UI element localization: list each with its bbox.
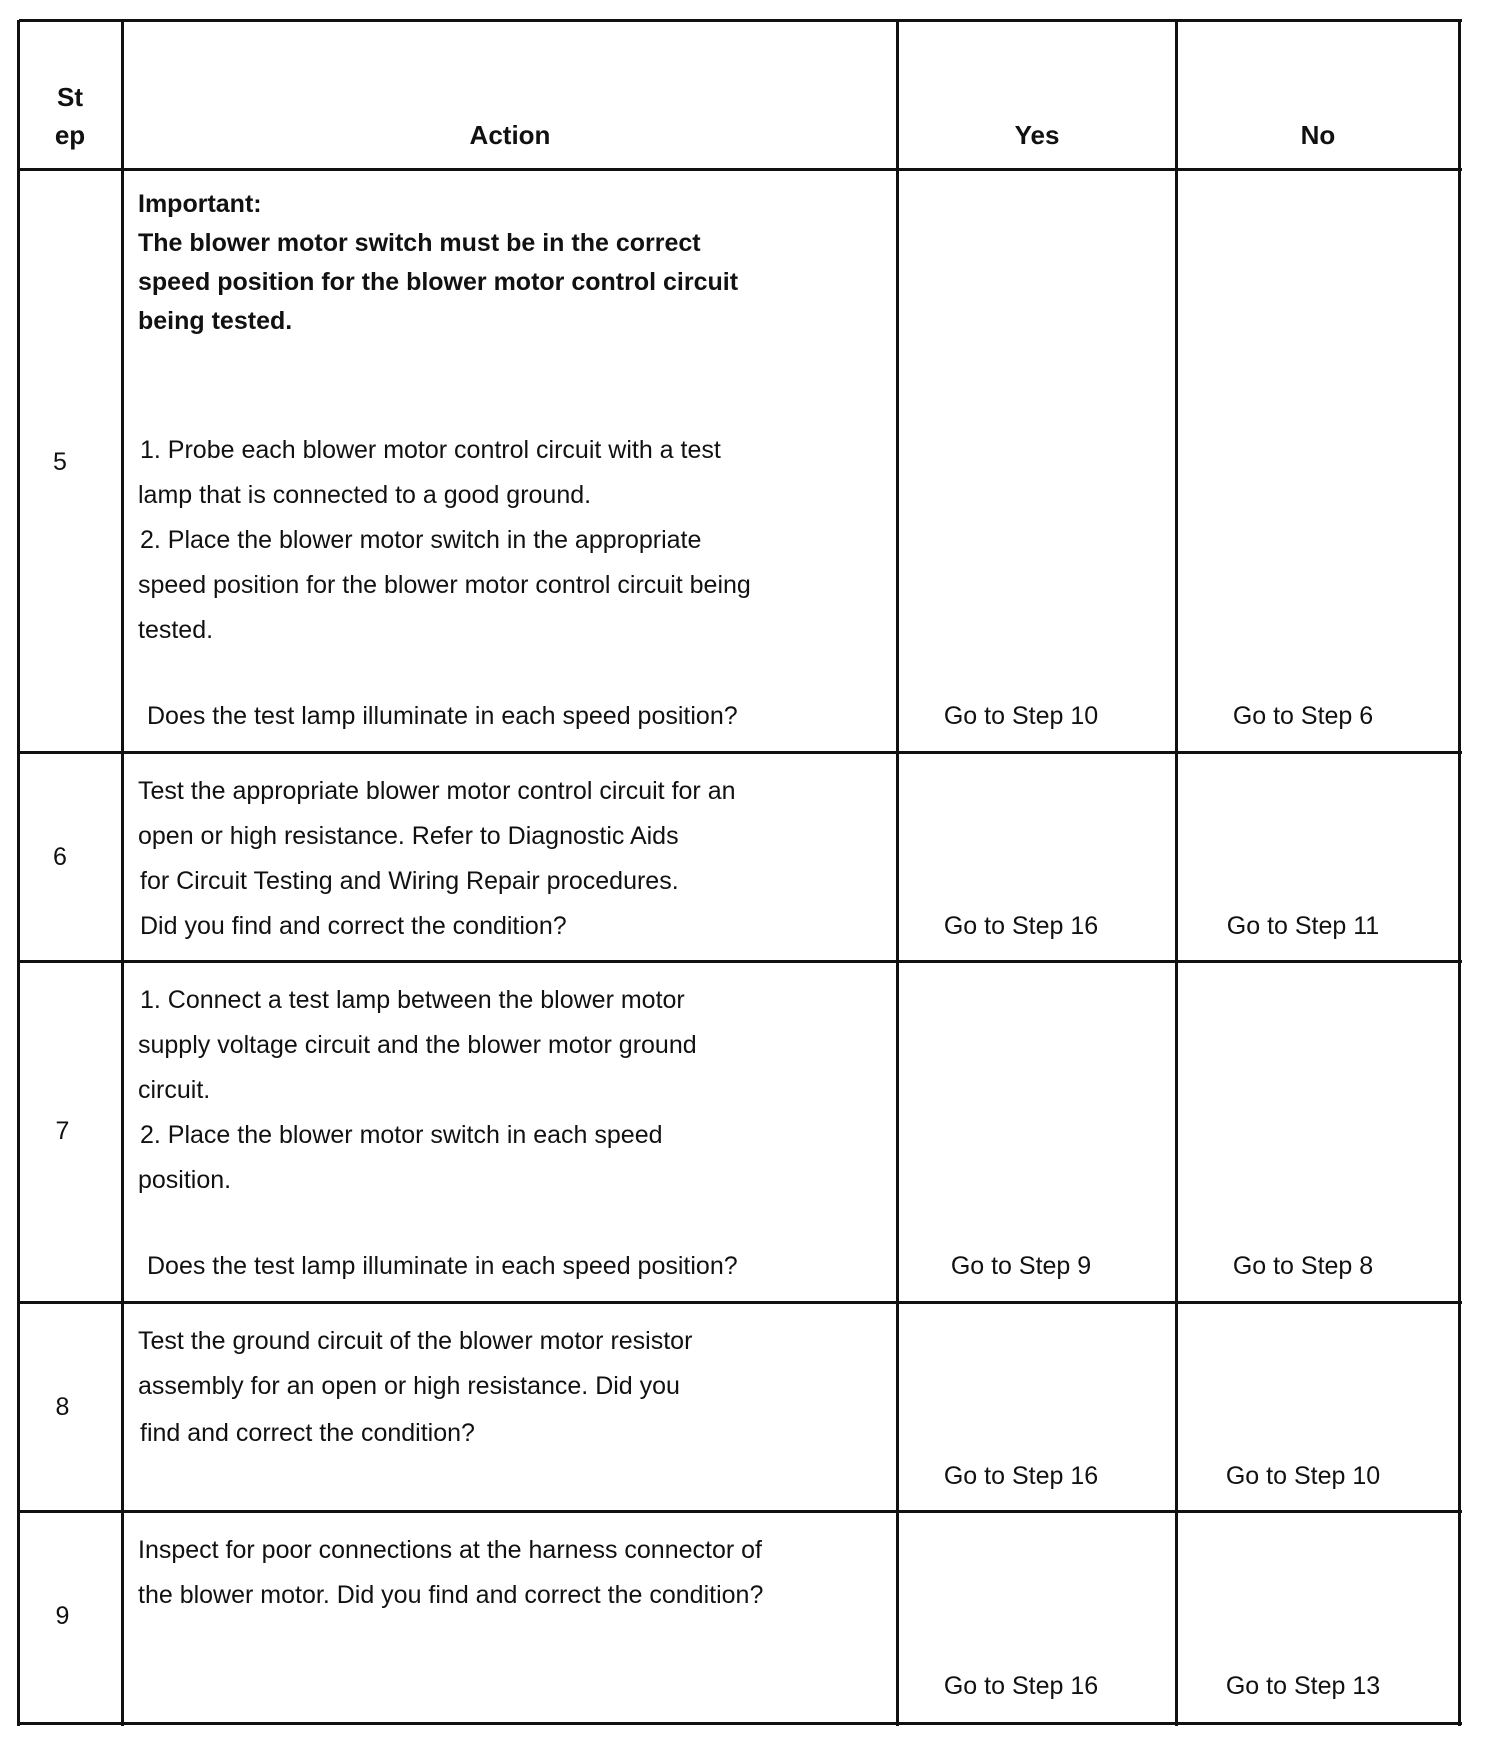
yes-result: Go to Step 16 [943,912,1099,940]
action-line: Test the ground circuit of the blower motor resistor [138,1327,693,1355]
action-line: 1. Connect a test lamp between the blower motor [140,986,685,1014]
header-action: Action [469,120,551,150]
no-result: Go to Step 8 [1232,1252,1374,1280]
table-border-bottom [19,1722,1462,1725]
yes-result: Go to Step 10 [943,702,1099,730]
row-divider [19,1301,1462,1304]
table-divider-step [121,20,124,1726]
action-line: 1. Probe each blower motor control circuit with a test [140,436,721,464]
step-number: 5 [53,448,67,476]
action-line: assembly for an open or high resistance. Did you [138,1372,680,1400]
yes-result: Go to Step 16 [943,1462,1099,1490]
header-divider [19,168,1462,171]
step-number: 8 [55,1393,70,1421]
step-number: 6 [53,843,67,871]
action-line: for Circuit Testing and Wiring Repair procedures. [140,867,679,895]
no-result: Go to Step 6 [1232,702,1374,730]
action-line: supply voltage circuit and the blower motor ground [138,1031,697,1059]
no-result: Go to Step 10 [1225,1462,1381,1490]
step-number: 7 [55,1117,70,1145]
row-divider [19,960,1462,963]
action-line: Inspect for poor connections at the harness connector of [138,1536,762,1564]
row-divider [19,1510,1462,1513]
action-line: tested. [138,616,214,644]
action-question: Does the test lamp illuminate in each speed position? [147,702,738,730]
header-step-line2: ep [54,120,86,150]
important-line: The blower motor switch must be in the correct [138,229,701,257]
yes-result: Go to Step 9 [950,1252,1092,1280]
action-question: Does the test lamp illuminate in each speed position? [147,1252,738,1280]
action-line: speed position for the blower motor control circuit being [138,571,751,599]
action-line: open or high resistance. Refer to Diagnostic Aids [138,822,679,850]
action-line: Did you find and correct the condition? [140,912,567,940]
important-label: Important: [138,190,262,218]
action-line: find and correct the condition? [140,1419,475,1447]
no-result: Go to Step 11 [1226,912,1380,940]
action-line: lamp that is connected to a good ground. [138,481,592,509]
step-number: 9 [55,1602,70,1630]
important-line: being tested. [138,307,293,335]
table-border-top [19,19,1462,22]
header-step-line1: St [57,82,83,112]
header-yes: Yes [1014,120,1060,150]
action-line: 2. Place the blower motor switch in the appropriate [140,526,702,554]
action-line: circuit. [138,1076,211,1104]
header-no: No [1300,120,1336,150]
action-line: 2. Place the blower motor switch in each speed [140,1121,663,1149]
action-line: Test the appropriate blower motor control circuit for an [138,777,736,805]
table-border-right [1458,20,1461,1726]
yes-result: Go to Step 16 [943,1672,1099,1700]
action-line: position. [138,1166,232,1194]
important-line: speed position for the blower motor control circuit [138,268,739,296]
action-line: the blower motor. Did you find and correct the condition? [138,1581,764,1609]
row-divider [19,751,1462,754]
no-result: Go to Step 13 [1225,1672,1381,1700]
